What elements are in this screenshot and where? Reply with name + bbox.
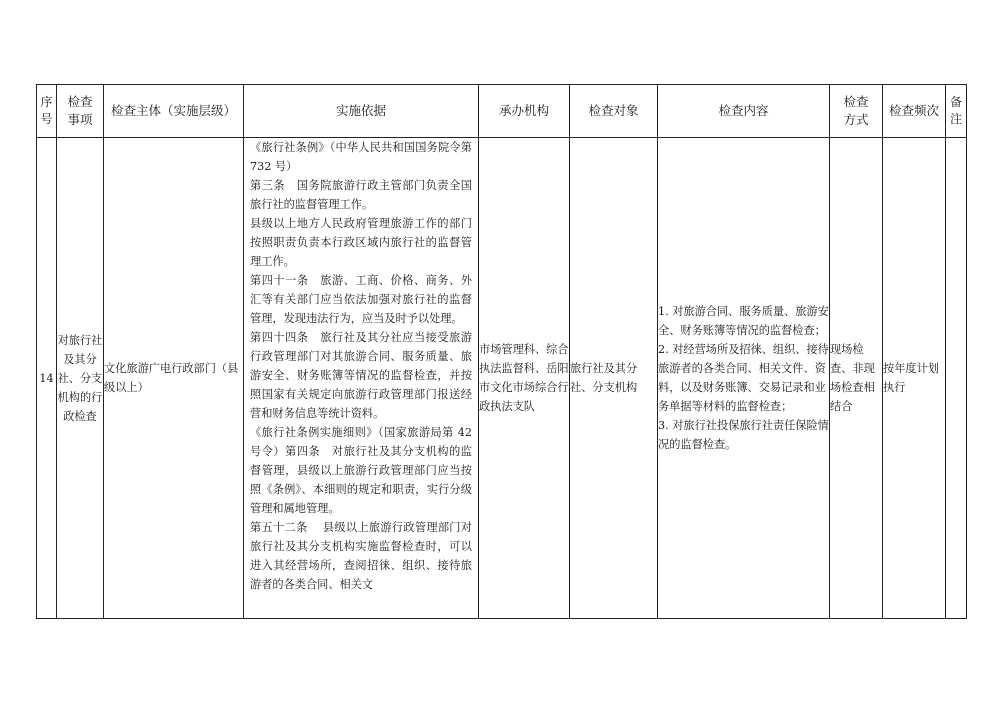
cell-remark <box>946 138 967 619</box>
basis-paragraph: 县级以上地方人民政府管理旅游工作的部门按照职责负责本行政区域内旅行社的监督管理工作。 <box>250 217 472 268</box>
content-item: 2. 对经营场所及招徕、组织、接待旅游者的各类合同、相关文件、资料，以及财务账簿、交易记录和业务单据等材料的监督检查； <box>658 343 829 413</box>
basis-paragraph: 《旅行社条例实施细则》（国家旅游局第 42 号令）第四条 对旅行社及其分支机构的监督管理，县级以上旅游行政管理部门应当按照《条例》、本细则的规定和职责，实行分级管理和属地管理。 <box>250 426 472 515</box>
cell-subject: 文化旅游广电行政部门（县级以上） <box>104 138 244 619</box>
header-method: 检查方式 <box>830 85 883 138</box>
cell-agency: 市场管理科、综合执法监督科、岳阳市文化市场综合行政执法支队 <box>479 138 570 619</box>
basis-text <box>244 138 478 618</box>
header-item: 检查事项 <box>57 85 104 138</box>
basis-paragraph: 第五十二条 县级以上旅游行政管理部门对旅行社及其分支机构实施监督检查时，可以进入其经营场所，查阅招徕、组织、接待旅游者的各类合同、相关文 <box>250 521 472 591</box>
cell-content <box>658 138 830 619</box>
cell-seq: 14 <box>37 138 57 619</box>
cell-basis <box>244 138 479 619</box>
header-content: 检查内容 <box>658 85 830 138</box>
header-subject: 检查主体（实施层级） <box>104 85 244 138</box>
content-item: 1. 对旅游合同、服务质量、旅游安全、财务账簿等情况的监督检查； <box>658 305 829 337</box>
inspection-table <box>36 84 967 619</box>
header-agency: 承办机构 <box>479 85 570 138</box>
cell-item: 对旅行社及其分社、分支机构的行政检查 <box>57 138 104 619</box>
basis-paragraph: 第四十四条 旅行社及其分社应当接受旅游行政管理部门对其旅游合同、服务质量、旅游安全、财务账簿等情况的监督检查，并按照国家有关规定向旅游行政管理部门报送经营和财务信息等统计资料。 <box>250 331 472 420</box>
cell-target: 旅行社及其分社、分支机构 <box>570 138 658 619</box>
header-row <box>37 85 967 138</box>
basis-paragraph: 第四十一条 旅游、工商、价格、商务、外汇等有关部门应当依法加强对旅行社的监督管理，发现违法行为，应当及时予以处理。 <box>250 274 472 325</box>
table-row <box>37 138 967 619</box>
header-basis: 实施依据 <box>244 85 479 138</box>
basis-paragraph: 《旅行社条例》（中华人民共和国国务院令第 732 号） <box>250 141 472 173</box>
cell-method: 现场检查、非现场检查相结合 <box>830 138 883 619</box>
header-target: 检查对象 <box>570 85 658 138</box>
header-remark: 备注 <box>946 85 967 138</box>
basis-paragraph: 第三条 国务院旅游行政主管部门负责全国旅行社的监督管理工作。 <box>250 179 472 211</box>
content-item: 3. 对旅行社投保旅行社责任保险情况的监督检查。 <box>658 419 829 451</box>
header-frequency: 检查频次 <box>883 85 946 138</box>
header-seq: 序号 <box>37 85 57 138</box>
cell-frequency: 按年度计划执行 <box>883 138 946 619</box>
